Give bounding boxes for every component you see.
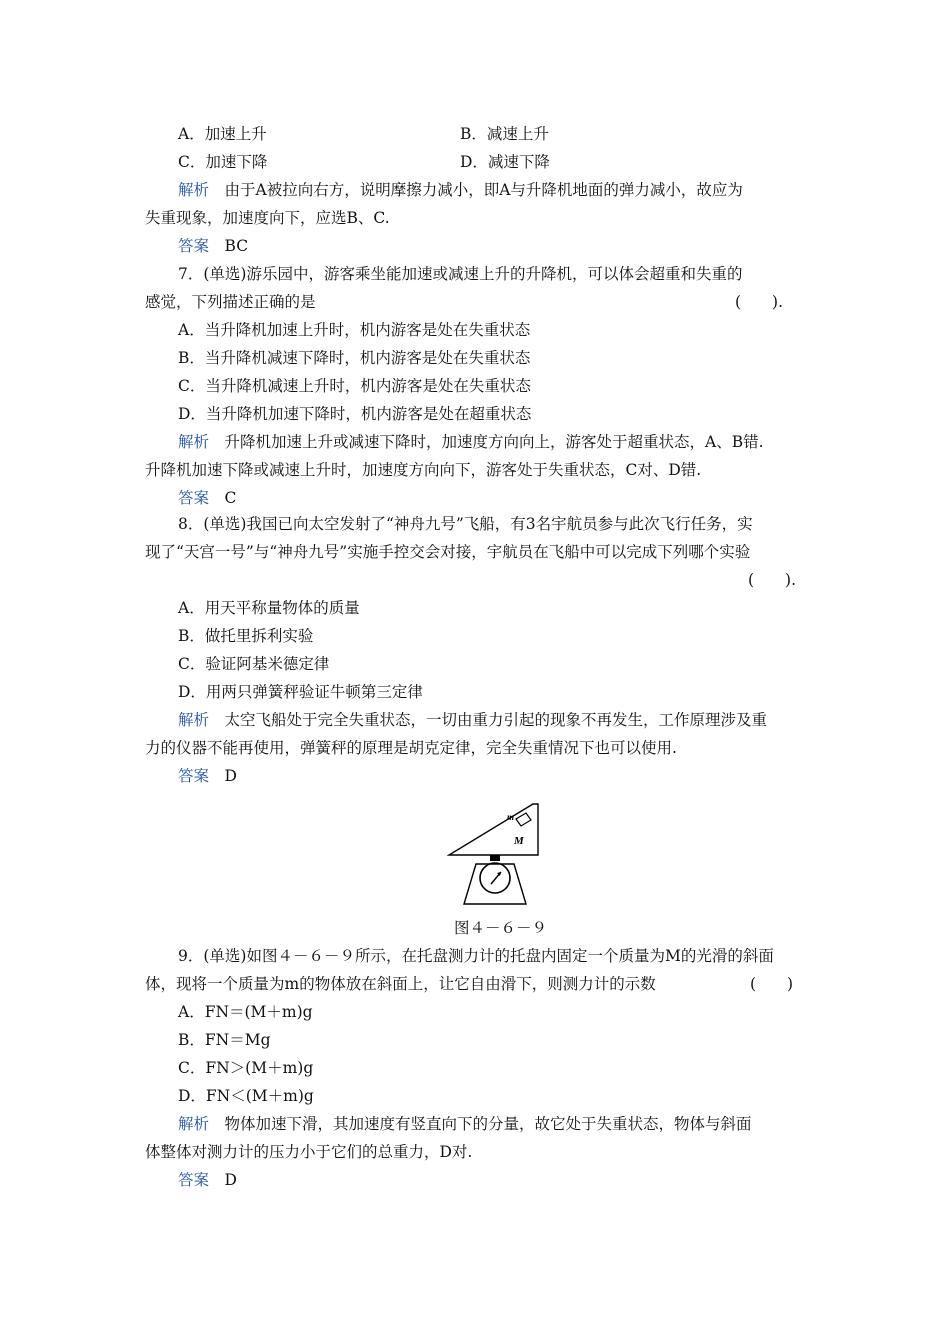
- answer-label: 答案: [178, 767, 210, 785]
- option-a: A．FN＝(M＋m)g: [178, 1003, 313, 1021]
- answer-line: [178, 766, 237, 786]
- analysis-text: 升降机加速下降或减速上升时，加速度方向向下，游客处于失重状态，C对、D错.: [145, 461, 702, 479]
- analysis-line: [178, 432, 764, 452]
- analysis-text: 力的仪器不能再使用，弹簧秤的原理是胡克定律，完全失重情况下也可以使用.: [145, 739, 677, 757]
- question-stem: 现了“天宫一号”与“神舟九号”实施手控交会对接，宇航员在飞船中可以完成下列哪个实验: [145, 543, 751, 561]
- option-d: D．当升降机加速下降时，机内游客是处在超重状态: [178, 405, 532, 423]
- analysis-text: 体整体对测力计的压力小于它们的总重力，D对.: [145, 1143, 473, 1161]
- analysis-label: 解析: [178, 711, 210, 729]
- analysis-text: 失重现象，加速度向下，应选B、C.: [145, 209, 390, 227]
- option-d: D．用两只弹簧秤验证牛顿第三定律: [178, 683, 423, 701]
- incline-scale-figure: [446, 792, 546, 910]
- label-m: m: [507, 812, 515, 822]
- answer-blank: ( ): [750, 975, 794, 993]
- scale-dial: [480, 863, 510, 893]
- answer-value: C: [224, 489, 237, 507]
- option-c: C．验证阿基米德定律: [178, 655, 330, 673]
- option-a: A．当升降机加速上升时，机内游客是处在失重状态: [178, 321, 531, 339]
- option-d: D．减速下降: [460, 153, 550, 171]
- option-c: C．FN＞(M＋m)g: [178, 1059, 314, 1077]
- tray-stem: [490, 855, 500, 861]
- question-stem: 7．(单选)游乐园中，游客乘坐能加速或减速上升的升降机，可以体会超重和失重的: [178, 265, 743, 283]
- answer-label: 答案: [178, 237, 210, 255]
- option-b: B．当升降机减速下降时，机内游客是处在失重状态: [178, 349, 531, 367]
- answer-blank: ( ).: [748, 571, 797, 589]
- answer-value: BC: [224, 237, 249, 255]
- option-d: D．FN＜(M＋m)g: [178, 1087, 314, 1105]
- answer-line: [178, 488, 236, 508]
- analysis-label: 解析: [178, 1115, 210, 1133]
- analysis-text: 物体加速下滑，其加速度有竖直向下的分量，故它处于失重状态，物体与斜面: [224, 1115, 752, 1133]
- option-b: B．减速上升: [460, 125, 549, 143]
- answer-label: 答案: [178, 1171, 210, 1189]
- incline-block: [449, 804, 538, 855]
- label-M: M: [514, 835, 524, 847]
- option-a: A．用天平称量物体的质量: [178, 599, 360, 617]
- answer-line: [178, 1170, 237, 1190]
- answer-value: D: [224, 1171, 237, 1189]
- option-b: B．做托里拆利实验: [178, 627, 314, 645]
- analysis-text: 升降机加速上升或减速下降时，加速度方向向上，游客处于超重状态，A、B错.: [224, 433, 764, 451]
- analysis-line: [178, 710, 767, 730]
- analysis-line: [178, 1114, 752, 1134]
- answer-line: [178, 236, 248, 256]
- analysis-label: 解析: [178, 433, 210, 451]
- option-b: B．FN＝Mg: [178, 1031, 271, 1049]
- answer-label: 答案: [178, 489, 210, 507]
- question-stem: 9．(单选)如图４－６－９所示，在托盘测力计的托盘内固定一个质量为M的光滑的斜面: [178, 947, 774, 965]
- answer-value: D: [224, 767, 237, 785]
- analysis-line: [178, 180, 743, 200]
- analysis-label: 解析: [178, 181, 210, 199]
- figure-caption: 图４－６－９: [454, 919, 548, 937]
- analysis-text: 太空飞船处于完全失重状态，一切由重力引起的现象不再发生，工作原理涉及重: [224, 711, 768, 729]
- option-a: A．加速上升: [178, 125, 267, 143]
- option-c: C．当升降机减速上升时，机内游客是处在失重状态: [178, 377, 531, 395]
- analysis-text: 由于A被拉向右方，说明摩擦力减小，即A与升降机地面的弹力减小，故应为: [224, 181, 743, 199]
- question-stem: 感觉，下列描述正确的是: [145, 293, 316, 311]
- question-stem: 体，现将一个质量为m的物体放在斜面上，让它自由滑下，则测力计的示数: [145, 975, 656, 993]
- answer-blank: ( ).: [735, 293, 784, 311]
- question-stem: 8．(单选)我国已向太空发射了“神舟九号”飞船，有3名宇航员参与此次飞行任务，实: [178, 515, 753, 533]
- option-c: C．加速下降: [178, 153, 268, 171]
